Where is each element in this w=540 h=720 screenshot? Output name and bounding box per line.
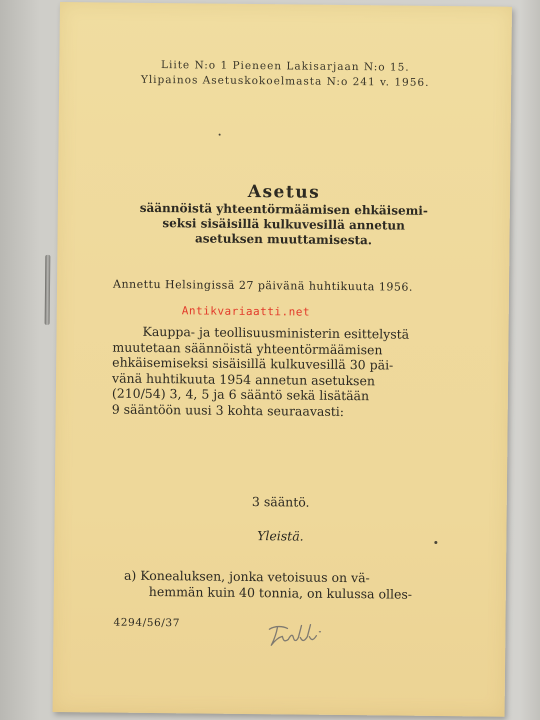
subtitle-line: säännöistä yhteentörmäämisen ehkäisemi- <box>139 200 428 218</box>
print-speck <box>219 134 221 136</box>
publication-header <box>59 57 511 92</box>
body-line: vänä huhtikuuta 1954 annetun asetuksen <box>111 370 376 388</box>
print-speck <box>434 541 437 544</box>
body-paragraph <box>112 324 451 421</box>
seller-watermark: Antikvariaatti.net <box>181 304 311 319</box>
body-line: ehkäisemiseksi sisäisillä kulkuvesillä 30 päi- <box>112 354 394 373</box>
document-page <box>53 2 512 717</box>
staple <box>45 255 51 325</box>
body-line: Kauppa- ja teollisuusministerin esittelystä <box>142 323 410 342</box>
print-code: 4294/56/37 <box>113 616 181 630</box>
subtitle-line: asetuksen muuttamisesta. <box>194 231 373 248</box>
issued-date-line: Annettu Helsingissä 27 päivänä huhtikuuta 1956. <box>112 277 413 294</box>
header-line-1: Liite N:o 1 Pieneen Lakisarjaan N:o 15. <box>160 59 410 74</box>
document-subtitle <box>57 200 509 250</box>
handwritten-signature <box>265 619 345 650</box>
section-heading: Yleistä. <box>257 528 304 544</box>
body-line: 9 sääntöön uusi 3 kohta seuraavasti: <box>111 401 345 419</box>
paragraph-a <box>124 568 413 603</box>
body-line: muutetaan säännöistä yhteentörmäämisen <box>112 339 383 357</box>
body-line: (210/54) 3, 4, 5 ja 6 sääntö sekä lisätään <box>111 385 370 404</box>
paragraph-a-line: a) Konealuksen, jonka vetoisuus on vä- <box>123 567 370 586</box>
paragraph-a-line: hemmän kuin 40 tonnia, on kulussa olles- <box>148 583 413 602</box>
document-title: Asetus <box>247 181 321 203</box>
subtitle-line: seksi sisäisillä kulkuvesillä annetun <box>162 216 405 233</box>
header-line-2: Ylipainos Asetuskokoelmasta N:o 241 v. 1956. <box>140 73 430 89</box>
section-number: 3 sääntö. <box>251 494 310 510</box>
